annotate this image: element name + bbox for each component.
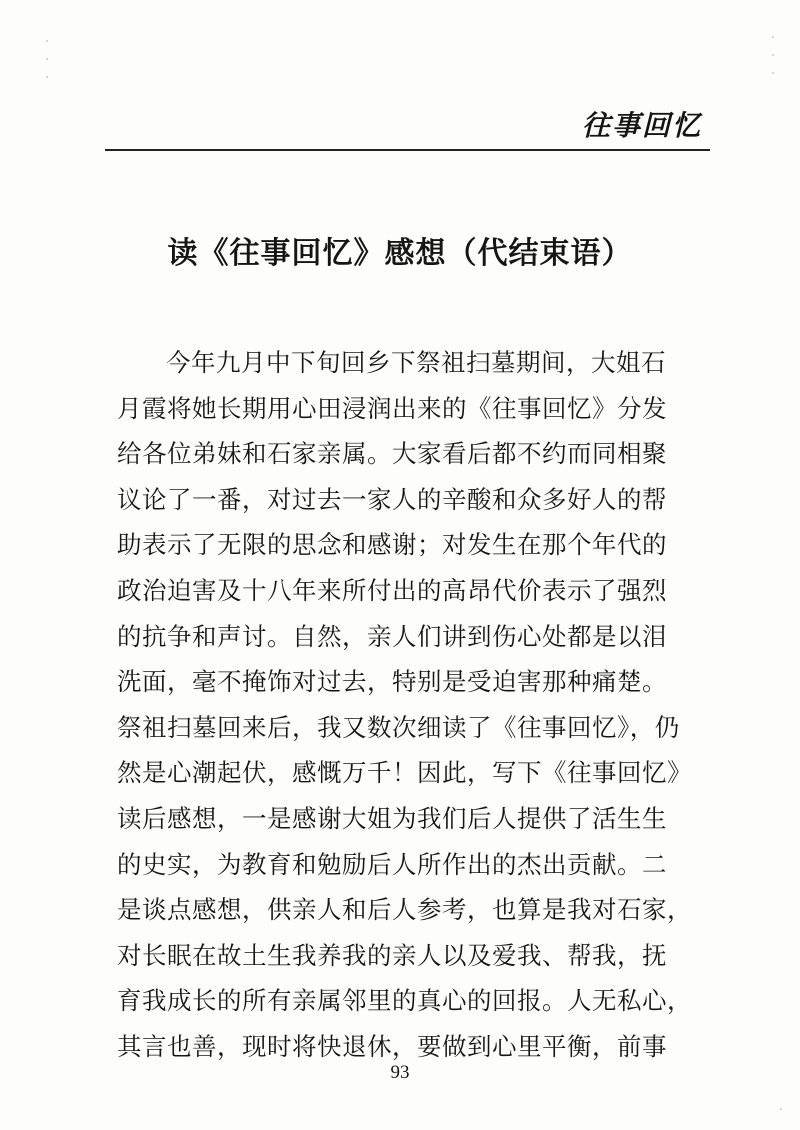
body-line: 然是心潮起伏，感慨万千！因此，写下《往事回忆》 — [117, 758, 692, 788]
article-title: 读《往事回忆》感想（代结束语） — [167, 236, 633, 271]
article-body — [117, 340, 717, 1070]
scan-speck — [772, 36, 774, 38]
scan-speck — [772, 72, 774, 74]
body-line: 其言也善，现时将快退休，要做到心里平衡，前事 — [117, 1031, 667, 1061]
body-line: 的抗争和声讨。自然，亲人们讲到伤心处都是以泪 — [117, 621, 667, 651]
scan-speck — [46, 40, 48, 42]
body-line: 议论了一番，对过去一家人的辛酸和众多好人的帮 — [117, 484, 667, 514]
body-line: 政治迫害及十八年来所付出的高昂代价表示了强烈 — [117, 575, 667, 605]
scan-speck — [46, 58, 48, 60]
body-line: 洗面，毫不掩饰对过去，特别是受迫害那种痛楚。 — [117, 667, 667, 697]
body-line: 是谈点感想，供亲人和后人参考，也算是我对石家， — [117, 895, 692, 925]
scan-speck — [780, 1108, 782, 1110]
header-divider — [105, 149, 710, 151]
body-line: 读后感想，一是感谢大姐为我们后人提供了活生生 — [117, 803, 667, 833]
body-line: 给各位弟妹和石家亲属。大家看后都不约而同相聚 — [117, 439, 667, 469]
running-header: 往事回忆 — [581, 109, 702, 142]
body-line: 育我成长的所有亲属邻里的真心的回报。人无私心， — [117, 986, 692, 1016]
scan-speck — [46, 76, 48, 78]
body-line: 助表示了无限的思念和感谢；对发生在那个年代的 — [117, 530, 667, 560]
body-line: 的史实，为教育和勉励后人所作出的杰出贡献。二 — [117, 849, 667, 879]
body-line: 今年九月中下旬回乡下祭祖扫墓期间，大姐石 — [166, 348, 666, 377]
scan-speck — [772, 54, 774, 56]
body-line: 对长眠在故土生我养我的亲人以及爱我、帮我，抚 — [117, 940, 667, 970]
page-number: 93 — [390, 1062, 410, 1083]
body-line: 祭祖扫墓回来后，我又数次细读了《往事回忆》，仍 — [117, 712, 680, 742]
body-line: 月霞将她长期用心田浸润出来的《往事回忆》分发 — [117, 393, 667, 423]
